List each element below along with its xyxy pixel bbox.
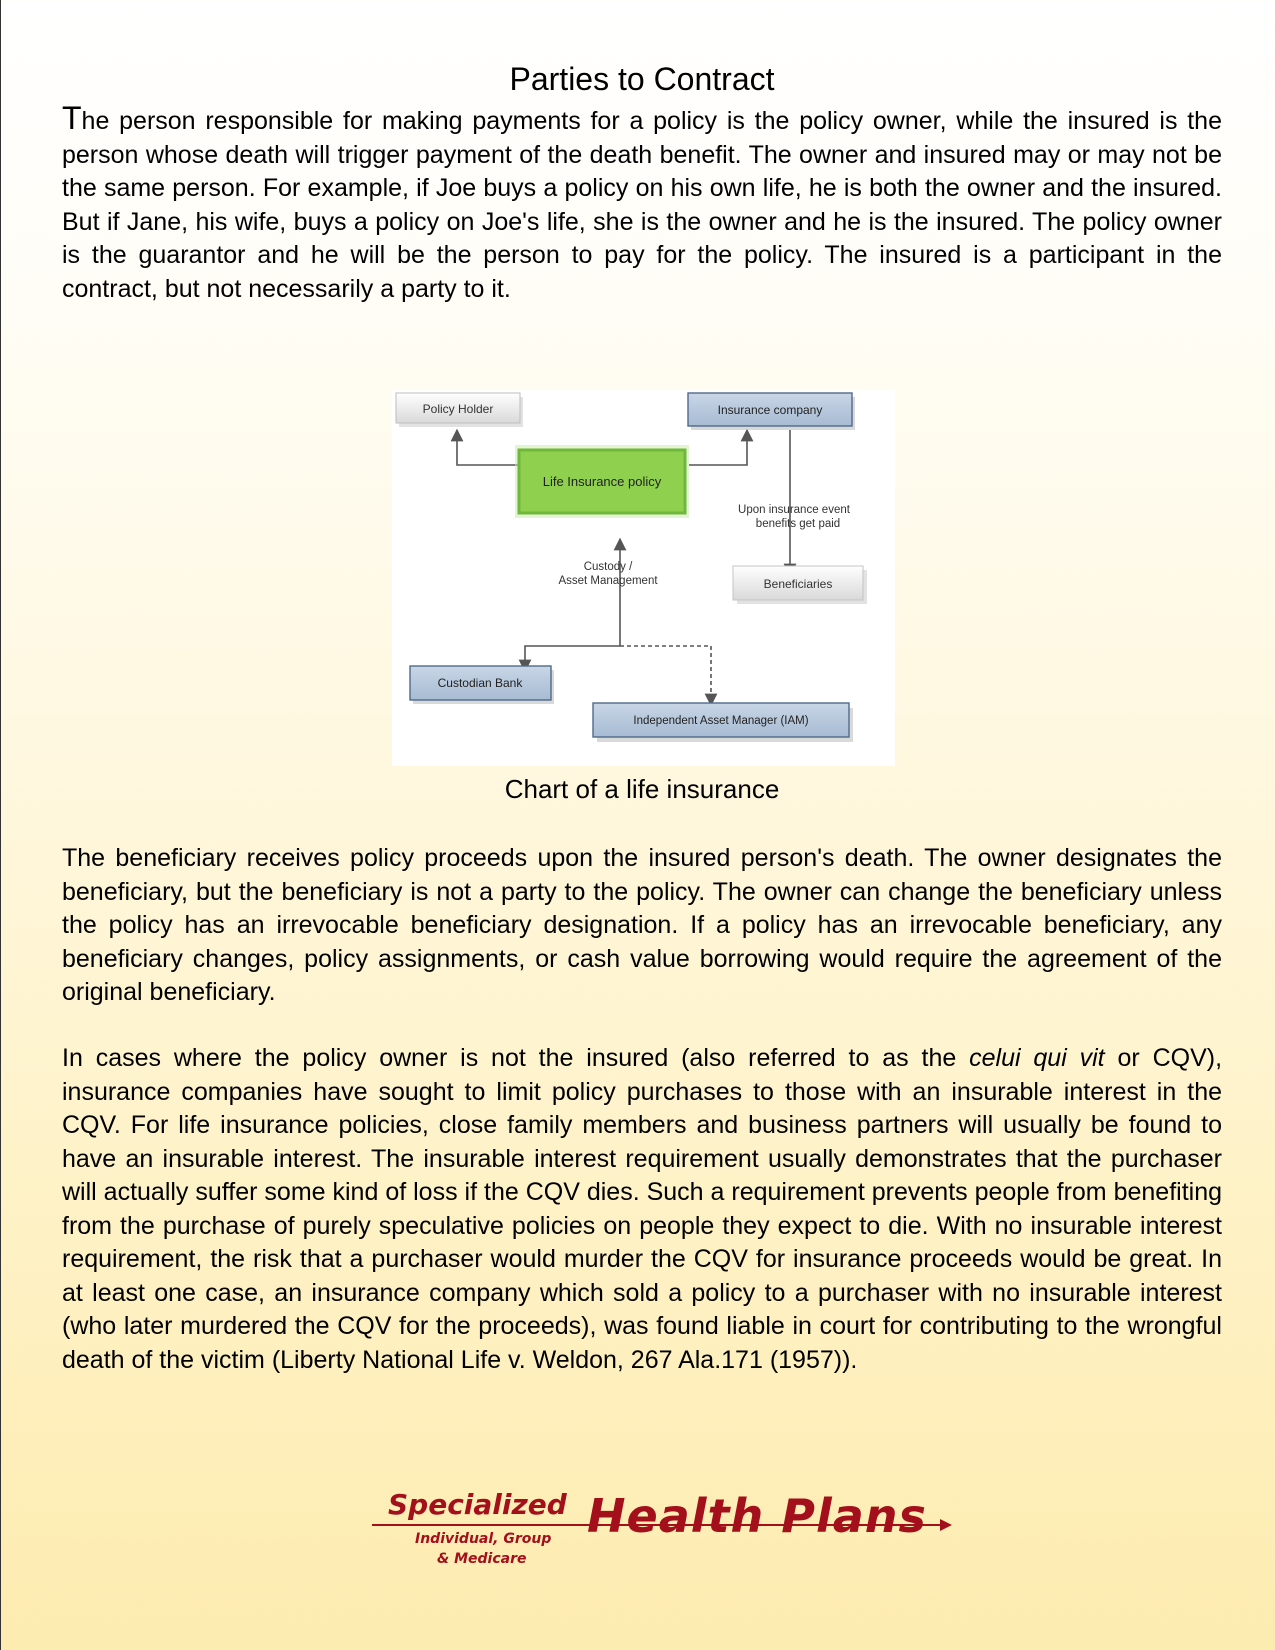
paragraph-insurable-interest-part2: or CQV), insurance companies have sought to limit policy purchases to those with an insurable interest in the CQV. For life insurance policies, close family members and business partners will usually be found to have an insurable interest. The insurable interest requirement usually demonstrates that the purchaser will actually suffer some kind of loss if the CQV dies. Such a requirement prevents people from benefiting from the purchase of purely speculative policies on people they expect to die. With no insurable interest requirement, the risk that a purchaser would murder the CQV for insurance proceeds would be great. In at least one case, an insurance company which sold a policy to a purchaser with no insurable interest (who later murdered the CQV for the proceeds), was found liable in court for contributing to the wrongful death of the victim (Liberty National Life v. Weldon, 267 Ala.171 (1957)). xyxy=(62,1044,1223,1374)
insurance-company-label: Insurance company xyxy=(717,403,823,417)
life-insurance-policy-label: Life Insurance policy xyxy=(542,474,662,489)
paragraph-parties xyxy=(62,102,1222,306)
life-insurance-policy-box xyxy=(515,445,689,518)
paragraph-parties-text: he person responsible for making payments for a policy is the policy owner, while the insured is the person whose death will trigger payment of the death benefit. The owner and insured may or may not be the same person. For example, if Joe buys a policy on his own life, he is both the owner and the insured. But if Jane, his wife, buys a policy on Joe's life, she is the owner and he is the insured. The policy owner is the guarantor and he will be the person to pay for the policy. The insured is a participant in the contract, but not necessarily a party to it. xyxy=(62,107,1222,303)
custodian-bank-box xyxy=(410,666,554,704)
page-header xyxy=(62,58,1222,306)
specialized-health-plans-logo xyxy=(372,1485,972,1575)
insurance-event-note-line1: Upon insurance event xyxy=(738,504,850,516)
beneficiaries-box xyxy=(733,566,867,604)
paragraph-insurable-interest-italic: celui qui vit xyxy=(969,1044,1105,1072)
logo-subtitle-line2: & Medicare xyxy=(437,1551,527,1567)
policy-holder-label: Policy Holder xyxy=(422,402,494,416)
paragraph-insurable-interest-part1: In cases where the policy owner is not the insured (also referred to as the xyxy=(62,1044,970,1072)
policy-holder-box xyxy=(396,393,523,427)
custody-label-line1: Custody / xyxy=(583,561,633,573)
iam-box xyxy=(593,703,853,742)
life-insurance-diagram xyxy=(392,390,895,766)
insurance-company-box xyxy=(688,393,855,430)
dropcap-letter: T xyxy=(62,100,82,136)
diagram-caption: Chart of a life insurance xyxy=(504,774,780,804)
custody-label-line2: Asset Management xyxy=(558,575,658,587)
paragraph-insurable-interest xyxy=(62,1042,1222,1377)
insurance-event-note-line2: benefits get paid xyxy=(755,518,841,530)
paragraph-beneficiary: The beneficiary receives policy proceeds upon the insured person's death. The owner designates the beneficiary, but the beneficiary is not a party to the policy. The owner can change the beneficiary unless the policy has an irrevocable beneficiary designation. If a policy has an irrevocable beneficiary, any beneficiary changes, policy assignments, or cash value borrowing would require the agreement of the original beneficiary. xyxy=(62,844,1222,1006)
logo-health-plans-text: Health Plans xyxy=(587,1489,927,1543)
logo-specialized-text: Specialized xyxy=(388,1488,567,1521)
custodian-bank-label: Custodian Bank xyxy=(437,676,523,690)
page-title: Parties to Contract xyxy=(509,61,775,97)
page-left-border xyxy=(0,0,1,1650)
beneficiaries-label: Beneficiaries xyxy=(763,577,833,591)
iam-label: Independent Asset Manager (IAM) xyxy=(633,715,809,727)
logo-subtitle-line1: Individual, Group xyxy=(415,1531,552,1547)
